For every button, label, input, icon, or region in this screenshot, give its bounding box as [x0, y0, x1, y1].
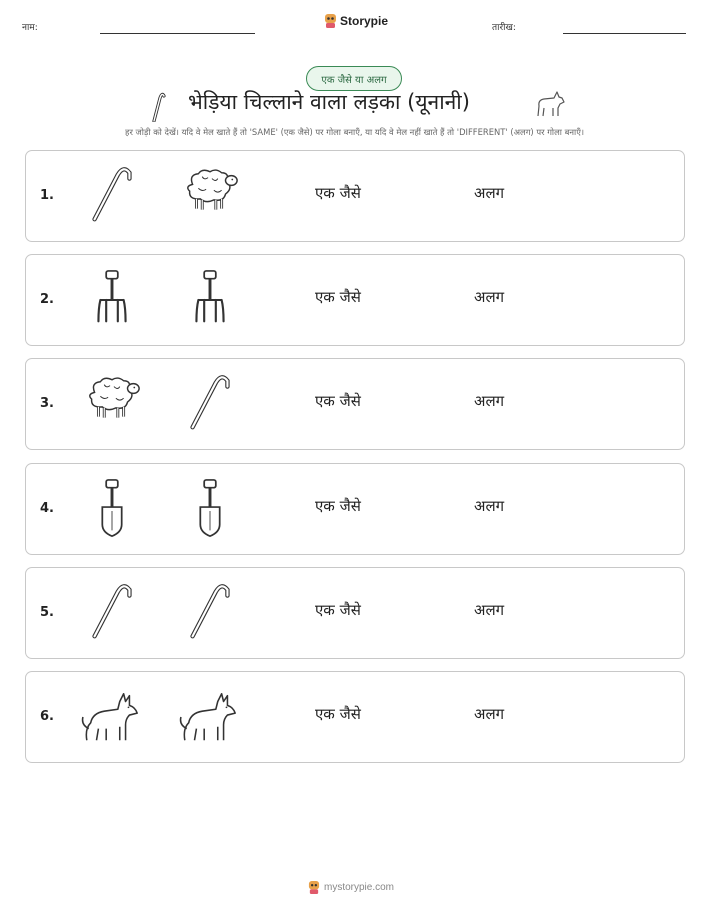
question-number: 6. — [40, 709, 54, 724]
same-option[interactable]: एक जैसे — [315, 497, 361, 515]
crook-icon — [178, 373, 242, 435]
crook-icon — [80, 165, 144, 227]
page-title: भेड़िया चिल्लाने वाला लड़का (यूनानी) — [188, 90, 470, 114]
question-row — [25, 567, 685, 659]
shovel-icon — [80, 478, 144, 540]
question-number: 4. — [40, 501, 54, 516]
brand-logo — [324, 13, 388, 29]
date-field[interactable] — [563, 33, 686, 34]
wolf-icon — [178, 686, 242, 748]
wolf-icon — [532, 88, 566, 120]
pitchfork-icon — [178, 269, 242, 331]
sheep-icon — [178, 165, 242, 227]
shovel-icon — [178, 478, 242, 540]
different-option[interactable]: अलग — [474, 601, 505, 619]
same-option[interactable]: एक जैसे — [315, 184, 361, 202]
footer — [308, 880, 394, 895]
crook-icon — [150, 90, 166, 122]
question-row — [25, 463, 685, 555]
name-field[interactable] — [100, 33, 255, 34]
same-option[interactable]: एक जैसे — [315, 601, 361, 619]
question-number: 5. — [40, 605, 54, 620]
question-number: 3. — [40, 396, 54, 411]
different-option[interactable]: अलग — [474, 705, 505, 723]
sheep-icon — [80, 373, 144, 435]
same-option[interactable]: एक जैसे — [315, 705, 361, 723]
date-label: तारीख: — [492, 23, 516, 33]
question-row — [25, 671, 685, 763]
name-label: नाम: — [22, 23, 38, 33]
storypie-mascot-icon — [308, 880, 320, 895]
crook-icon — [178, 582, 242, 644]
same-option[interactable]: एक जैसे — [315, 392, 361, 410]
footer-url[interactable]: mystorypie.com — [324, 882, 395, 893]
different-option[interactable]: अलग — [474, 184, 505, 202]
crook-icon — [80, 582, 144, 644]
worksheet-type-badge: एक जैसे या अलग — [306, 66, 402, 91]
different-option[interactable]: अलग — [474, 497, 505, 515]
different-option[interactable]: अलग — [474, 392, 505, 410]
title-row — [0, 88, 709, 122]
wolf-icon — [80, 686, 144, 748]
different-option[interactable]: अलग — [474, 288, 505, 306]
question-number: 1. — [40, 188, 54, 203]
storypie-mascot-icon — [324, 13, 337, 29]
question-row — [25, 150, 685, 242]
same-option[interactable]: एक जैसे — [315, 288, 361, 306]
question-number: 2. — [40, 292, 54, 307]
brand-name: Storypie — [340, 14, 389, 28]
question-row — [25, 358, 685, 450]
pitchfork-icon — [80, 269, 144, 331]
question-row — [25, 254, 685, 346]
instructions: हर जोड़ी को देखें। यदि वे मेल खाते हैं तो 'SAME' (एक जैसे) पर गोला बनाएँ, या यदि वे मेल नहीं खाते हैं तो 'DIFFERENT' (अलग) पर गोला बनाएँ। — [125, 127, 584, 137]
